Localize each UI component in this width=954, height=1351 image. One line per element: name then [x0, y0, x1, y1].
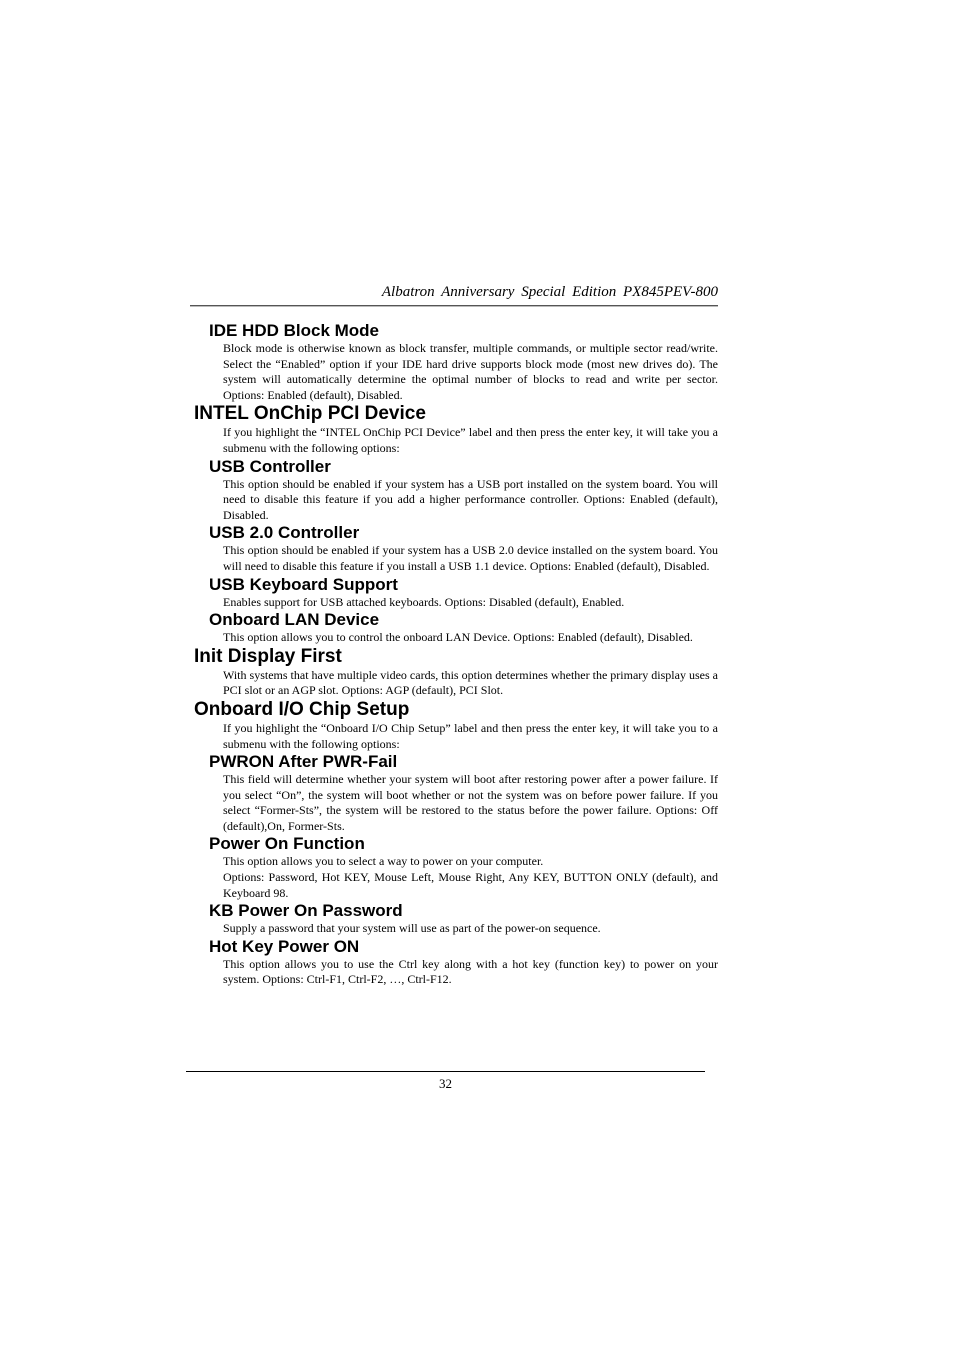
section-body: Enables support for USB attached keyboards. Options: Disabled (default), Enabled.	[223, 594, 625, 609]
section-heading: Onboard I/O Chip Setup	[194, 698, 410, 720]
section-usb-2-controller	[194, 523, 718, 574]
section-usb-keyboard-support	[194, 575, 718, 611]
section-body: If you highlight the “INTEL OnChip PCI Device” label and then press the enter key, it will take you a submenu with the following options:	[223, 425, 718, 455]
section-heading: Power On Function	[209, 834, 365, 854]
section-heading: PWRON After PWR-Fail	[209, 752, 398, 772]
section-body-options: Options: Password, Hot KEY, Mouse Left, Mouse Right, Any KEY, BUTTON ONLY (default), and Keyboard 98.	[223, 870, 718, 900]
section-heading: USB Keyboard Support	[209, 574, 398, 594]
section-heading: Onboard LAN Device	[209, 610, 380, 630]
section-body: This option allows you to select a way to power on your computer.	[223, 854, 544, 869]
section-body: This option allows you to use the Ctrl key along with a hot key (function key) to power on your system. Options: Ctrl-F1, Ctrl-F2, …, Ctrl-F12.	[223, 956, 718, 987]
section-onboard-io-chip-setup	[194, 699, 718, 752]
section-heading: INTEL OnChip PCI Device	[194, 403, 426, 425]
section-body: This field will determine whether your system will boot after restoring power after a power failure. If you select “On”, the system will boot whether or not the system was on before power failure. If you select “Former-Sts”, the system will be restored to the status before the power failure. Options: Off (default),On, Former-Sts.	[223, 772, 718, 833]
section-init-display-first	[194, 646, 718, 699]
section-heading: Init Display First	[194, 645, 342, 667]
page-content	[194, 321, 718, 988]
section-body: If you highlight the “Onboard I/O Chip Setup” label and then press the enter key, it will take you to a submenu with the following options:	[223, 720, 718, 751]
page-number: 32	[439, 1076, 452, 1091]
section-body: This option should be enabled if your system has a USB 2.0 device installed on the system board. You will need to disable this feature if you install a USB 1.1 device. Options: Enabled (default), Disabled.	[223, 543, 718, 573]
page-header	[190, 284, 718, 306]
section-heading: IDE HDD Block Mode	[209, 321, 380, 340]
section-intel-onchip-pci-device	[194, 403, 718, 456]
section-onboard-lan-device	[194, 610, 718, 646]
section-body: Block mode is otherwise known as block transfer, multiple commands, or multiple sector read/write. Select the “Enabled” option if your IDE hard drive supports block mode (most new drives do). The system will automatically determine the optimal number of blocks to read and write per sector. Options: Enabled (default), Disabled.	[223, 341, 718, 402]
section-body: Supply a password that your system will use as part of the power-on sequence.	[223, 921, 601, 936]
section-ide-hdd-block-mode	[194, 321, 718, 403]
section-kb-power-on-password	[194, 901, 718, 937]
section-pwron-after-pwr-fail	[194, 752, 718, 834]
footer-divider	[186, 1071, 705, 1072]
section-body: This option allows you to control the onboard LAN Device. Options: Enabled (default), Disabled.	[223, 630, 693, 645]
section-hot-key-power-on	[194, 937, 718, 988]
section-usb-controller	[194, 457, 718, 524]
header-title: Albatron Anniversary Special Edition PX845PEV-800	[381, 284, 718, 300]
section-heading: USB Controller	[209, 456, 331, 476]
section-heading: Hot Key Power ON	[209, 936, 360, 956]
section-heading: KB Power On Password	[209, 901, 403, 921]
section-heading: USB 2.0 Controller	[209, 523, 360, 543]
section-power-on-function	[194, 834, 718, 901]
section-body: This option should be enabled if your system has a USB port installed on the system board. You will need to disable this feature if you add a higher performance controller. Options: Enabled (default), Disabled.	[223, 476, 718, 522]
section-body: With systems that have multiple video cards, this option determines whether the primary display uses a PCI slot or an AGP slot. Options: AGP (default), PCI Slot.	[223, 667, 718, 698]
